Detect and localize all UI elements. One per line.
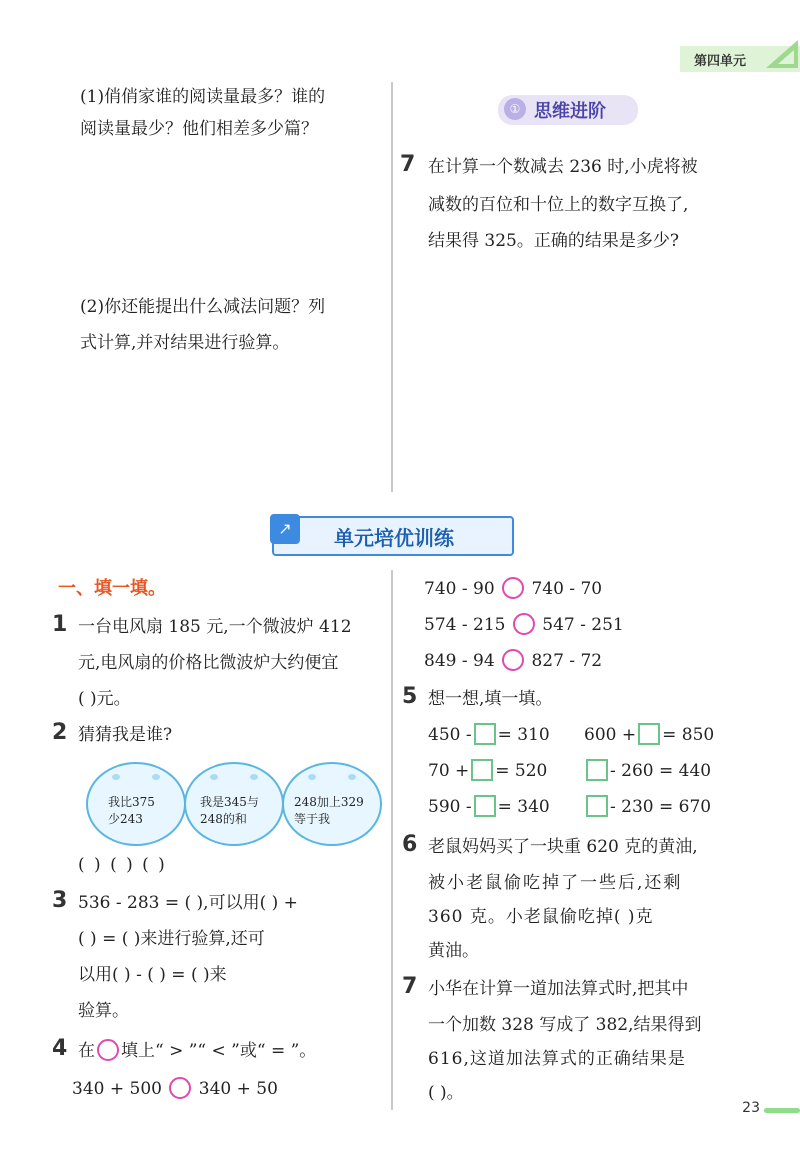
page-number: 23 (742, 1100, 760, 1116)
question-7-top-line1: 在计算一个数减去 236 时,小虎将被 (428, 157, 698, 177)
q4-instruction: 在 填上“ > ”“ < ”或“ = ”。 (78, 1041, 317, 1061)
q4-row-4: 849 - 94 827 - 72 (424, 651, 603, 671)
bubble-3-line1: 248加上329 (294, 795, 364, 809)
q7-line3: 616,这道加法算式的正确结果是 (428, 1049, 686, 1069)
q2-answer-blanks: ( ) ( ) ( ) (78, 855, 165, 875)
bubble-1-line2: 少243 (108, 812, 143, 826)
q5-item-1: 450 - = 310 (428, 725, 550, 745)
compare-circle[interactable] (502, 649, 524, 671)
q1-line2: 元,电风扇的价格比微波炉大约便宜 (78, 653, 339, 673)
thinking-advance-badge (498, 95, 638, 125)
q6-line4: 黄油。 (428, 941, 479, 961)
medal-icon: ① (504, 98, 526, 120)
unit-header-tag (680, 46, 800, 72)
question-number: 7 (400, 152, 416, 177)
q5-line1: 想一想,填一填。 (428, 689, 553, 709)
bubble-1-line1: 我比375 (108, 795, 155, 809)
guess-bubble-2 (184, 762, 284, 846)
fill-box[interactable] (638, 723, 660, 745)
compare-circle[interactable] (502, 577, 524, 599)
q7-line1: 小华在计算一道加法算式时,把其中 (428, 979, 689, 999)
question-number: 1 (52, 612, 68, 637)
q4-row-2: 740 - 90 740 - 70 (424, 579, 603, 599)
q2-line1: 猜猜我是谁? (78, 725, 173, 745)
question-7-top-line3: 结果得 325。正确的结果是多少? (428, 231, 679, 251)
q5-item-3: 70 + = 520 (428, 761, 548, 781)
guess-bubble-3 (282, 762, 382, 846)
sub-question-1-line1: (1)俏俏家谁的阅读量最多？谁的 (80, 87, 326, 107)
q5-item-6: - 230 = 670 (584, 794, 711, 820)
q3-line1: 536 - 283 = ( ),可以用( ) + (78, 893, 298, 913)
q1-line1: 一台电风扇 185 元,一个微波炉 412 (78, 617, 352, 637)
fill-box[interactable] (586, 795, 608, 817)
column-divider-top (391, 82, 393, 492)
q6-line3: 360 克。小老鼠偷吃掉( )克 (428, 907, 654, 927)
fill-box[interactable] (586, 759, 608, 781)
question-number: 6 (402, 832, 418, 857)
bubble-2-line2: 248的和 (200, 812, 247, 826)
sub-question-2-line1: (2)你还能提出什么减法问题？列 (80, 297, 326, 317)
compare-circle[interactable] (169, 1077, 191, 1099)
compare-circle-icon (97, 1039, 119, 1061)
question-7-top-line2: 减数的百位和十位上的数字互换了, (428, 195, 689, 215)
page-number-bar (764, 1108, 800, 1113)
question-number: 7 (402, 974, 418, 999)
q4-row-1: 340 + 500 340 + 50 (72, 1079, 278, 1099)
q6-line2: 被小老鼠偷吃掉了一些后,还剩 (428, 873, 683, 893)
sub-question-2-line2: 式计算,并对结果进行验算。 (80, 333, 290, 353)
badge-label: 思维进阶 (534, 101, 606, 122)
fill-box[interactable] (474, 795, 496, 817)
fill-box[interactable] (471, 759, 493, 781)
bubble-2-line1: 我是345与 (200, 795, 259, 809)
q3-line3: 以用( ) - ( ) = ( )来 (78, 965, 227, 985)
unit-label: 第四单元 (693, 54, 746, 69)
section-title: 单元培优训练 (334, 526, 454, 550)
compare-circle[interactable] (513, 613, 535, 635)
bubble-3-line2: 等于我 (294, 812, 331, 826)
q4-row-3: 574 - 215 547 - 251 (424, 615, 624, 635)
column-divider-bottom (391, 570, 393, 1110)
fill-box[interactable] (474, 723, 496, 745)
sub-question-1-line2: 阅读量最少？他们相差多少篇？ (80, 119, 318, 139)
question-number: 2 (52, 720, 68, 745)
q7-line4: ( )。 (428, 1083, 464, 1103)
guess-bubble-1 (86, 762, 186, 846)
q5-item-5: 590 - = 340 (428, 797, 550, 817)
triangle-ruler-icon (764, 38, 800, 72)
question-number: 5 (402, 684, 418, 709)
q5-item-4: - 260 = 440 (584, 758, 711, 784)
trend-chart-icon: ↗ (270, 514, 300, 544)
question-number: 4 (52, 1036, 68, 1061)
q7-line2: 一个加数 328 写成了 382,结果得到 (428, 1015, 702, 1035)
q3-line4: 验算。 (78, 1001, 129, 1021)
part-heading: 一、填一填。 (58, 578, 166, 599)
question-number: 3 (52, 888, 68, 913)
section-banner (272, 516, 514, 556)
q3-line2: ( ) = ( )来进行验算,还可 (78, 929, 265, 949)
q5-item-2: 600 + = 850 (584, 725, 715, 745)
q1-line3: ( )元。 (78, 689, 131, 709)
q6-line1: 老鼠妈妈买了一块重 620 克的黄油, (428, 837, 698, 857)
